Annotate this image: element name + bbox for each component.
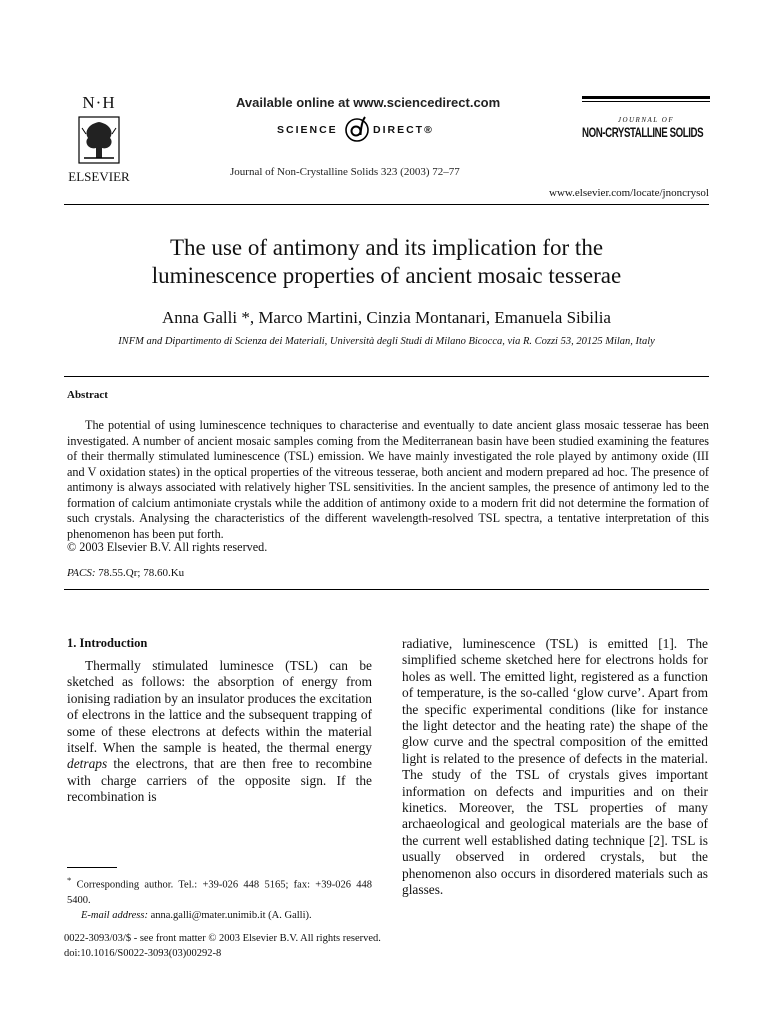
publisher-mark: N·H [82, 93, 116, 112]
doi-line[interactable]: doi:10.1016/S0022-3093(03)00292-8 [64, 948, 222, 959]
author-list: Anna Galli *, Marco Martini, Cinzia Montanari, Emanuela Sibilia [162, 308, 611, 327]
elsevier-tree-emblem-icon [76, 114, 122, 166]
corresponding-author-note [67, 873, 372, 908]
abstract-top-divider [64, 376, 709, 377]
section-heading: 1. Introduction [67, 636, 148, 650]
elsevier-logo [64, 94, 134, 184]
intro-paragraph-continued: radiative, luminescence (TSL) is emitted [1]. The simplified scheme sketched here for electrons holds for holes as well. The emitted light, registered as a function of temperature, is the so-called ‘glow curve’. Apart from the specific experimental conditions (like for instance the light detector and the heating rate) the shape of the glow curve and the spectral composition of the emitted light is related to the presence of defects in the material. The study of the TSL of crystals gives important information on defects and impurities and on their kinetics. Moreover, the TSL properties of many archaeological and geological materials are the base of the current well established dating technique [2]. TSL is usually observed in ordered crystals, but the phenomenon also occurs in disordered materials such as glasses. [402, 636, 708, 898]
sd-science-label: SCIENCE [277, 124, 338, 136]
sd-direct-label: DIRECT® [373, 124, 434, 136]
abstract-bottom-divider [64, 589, 709, 590]
intro-text: Thermally stimulated luminesce (TSL) can be sketched as follows: the absorption of energy from ionising radiation by an insulator produces the excitation of electrons in the lattice and the subsequent trapping of some of these electrons at defects within the material itself. When the sample is heated, the thermal energy [67, 658, 372, 756]
intro-paragraph [67, 658, 372, 806]
abstract-heading: Abstract [67, 389, 108, 401]
journal-logo-rule [582, 96, 710, 99]
intro-text: the electrons, that are then free to recombine with charge carriers of the opposite sign. If the recombination is [67, 756, 372, 805]
footnote-divider [67, 867, 117, 868]
footnote-mark: * [67, 875, 72, 885]
journal-logo-small-text: JOURNAL OF [617, 116, 675, 124]
email-link[interactable]: anna.galli@mater.unimib.it [150, 909, 266, 921]
email-line [67, 908, 372, 923]
email-suffix: (A. Galli). [268, 909, 312, 921]
pacs-line [67, 567, 184, 579]
title-line: The use of antimony and its implication for the [169, 235, 604, 260]
available-online-text: Available online at www.sciencedirect.com [236, 95, 501, 110]
article-title [64, 234, 709, 290]
abstract-paragraph: The potential of using luminescence techniques to characterise and eventually to date ancient glass mosaic tesserae has been investigated. A number of ancient mosaic samples coming from the Mediterranean basin have been studied examining the features of their thermally stimulated luminescence (TSL) emission. We have mainly investigated the role played by antimony oxide (III and V oxidation states) in the optical properties of the vitreous tesserae, both ancient and modern prepared ad hoc. The presence of antimony is always associated with relatively higher TSL sensitivities. In the ancient samples, the presence of antimony led to the formation of calcium antimoniate crystals while the addition of antimony oxide to a modern frit did not determine the formation of such crystals. Analysing the characteristics of the different wavelength-resolved TSL spectra, a tentative interpretation of this phenomenon has been put forth. [67, 418, 709, 541]
journal-url[interactable]: www.elsevier.com/locate/jnoncrysol [549, 187, 709, 199]
abstract-body [67, 418, 709, 542]
footnote-text: Corresponding author. Tel.: +39-026 448 5165; fax: +39-026 448 5400. [67, 879, 372, 906]
header-divider [64, 204, 709, 205]
sciencedirect-logo [277, 115, 447, 145]
publisher-name: ELSEVIER [68, 169, 130, 184]
issn-line: 0022-3093/03/$ - see front matter © 2003 Elsevier B.V. All rights reserved. [64, 933, 381, 944]
affiliation: INFM and Dipartimento di Scienza dei Materiali, Università degli Studi di Milano Bicocca, via R. Cozzi 53, 20125 Milan, Italy [118, 336, 655, 347]
right-column-text [402, 636, 708, 899]
left-column-text [67, 658, 372, 806]
footnote [67, 873, 372, 923]
pacs-label: PACS: [67, 567, 96, 579]
journal-reference: Journal of Non-Crystalline Solids 323 (2003) 72–77 [230, 166, 460, 178]
intro-emphasis: detraps [67, 756, 108, 772]
pacs-values: 78.55.Qr; 78.60.Ku [98, 567, 185, 579]
email-label: E-mail address: [81, 909, 148, 921]
journal-logo [582, 96, 710, 140]
sciencedirect-at-icon [343, 115, 371, 143]
abstract-copyright: © 2003 Elsevier B.V. All rights reserved. [67, 540, 268, 554]
journal-logo-name: NON-CRYSTALLINE SOLIDS [582, 125, 704, 140]
journal-logo-rule [582, 101, 710, 102]
title-line: luminescence properties of ancient mosaic tesserae [151, 263, 622, 288]
